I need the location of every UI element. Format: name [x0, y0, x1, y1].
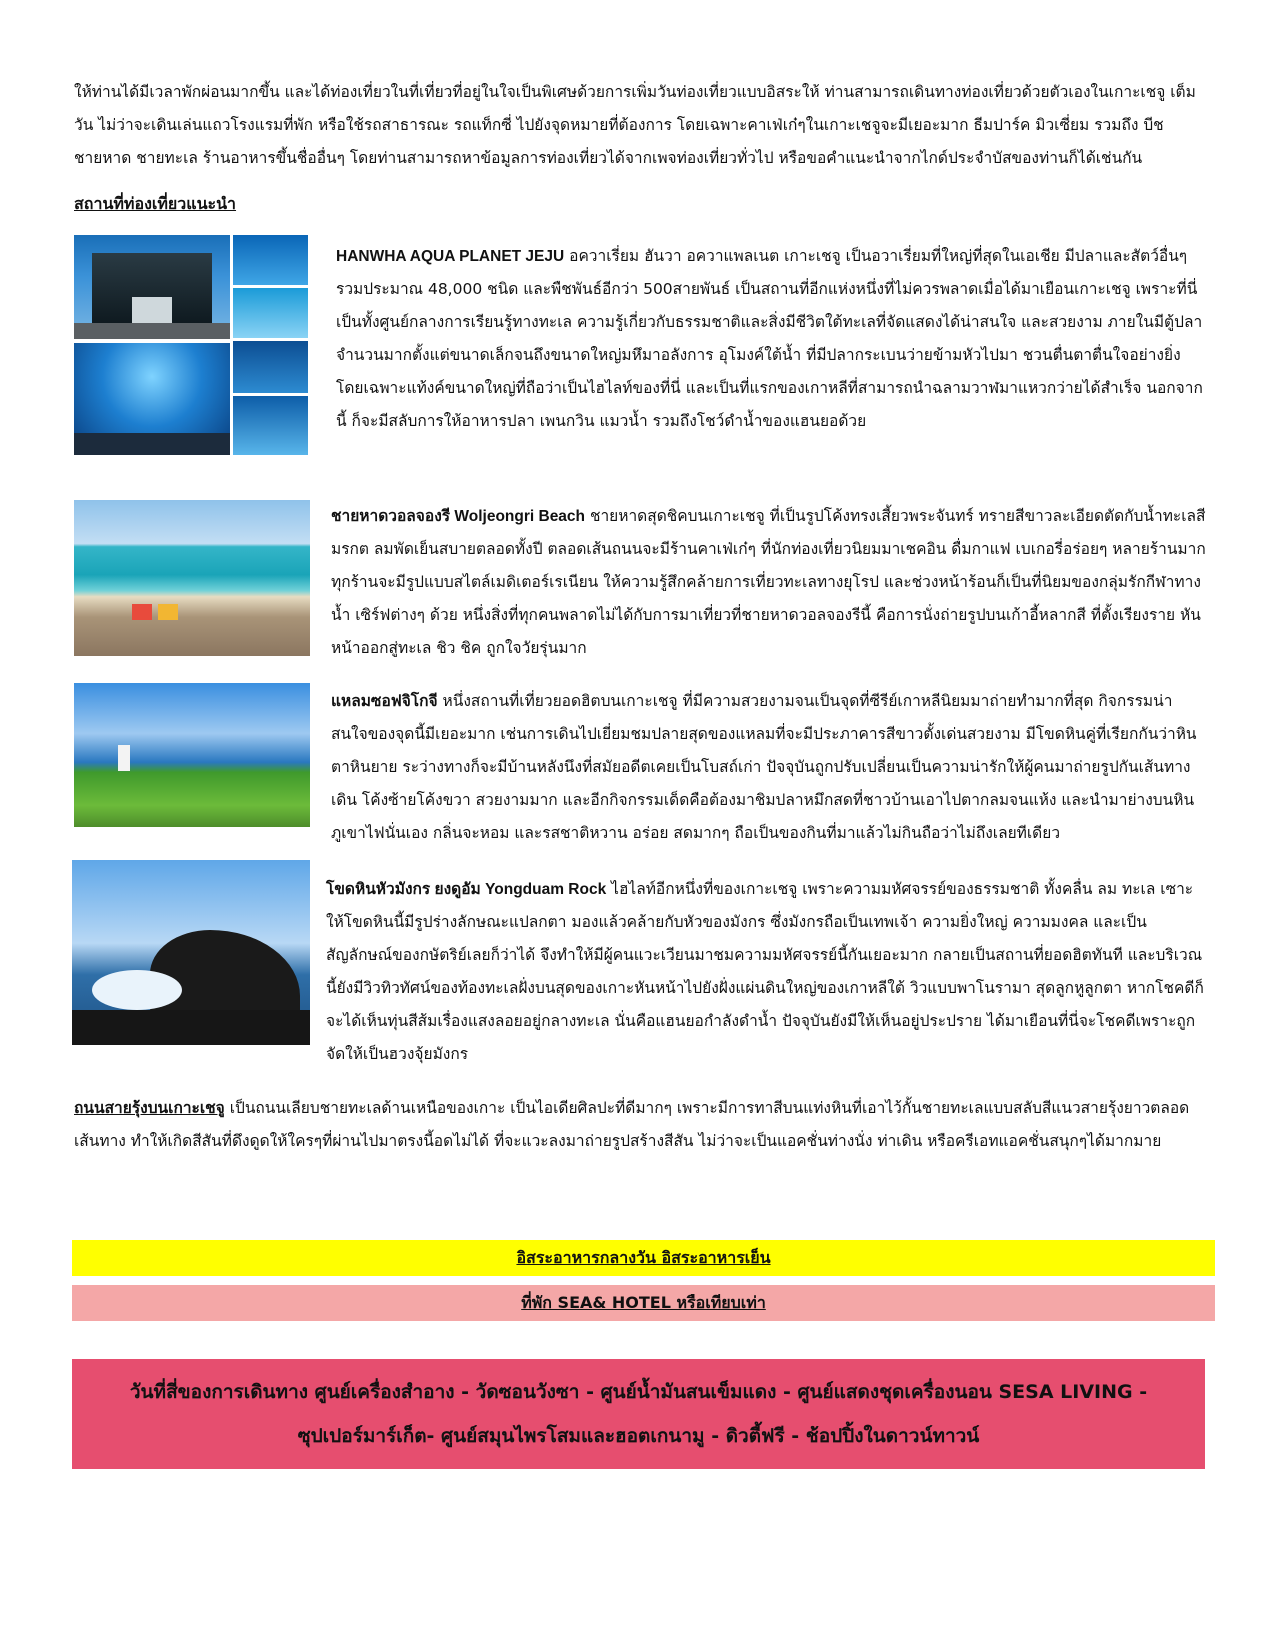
cape-text: หนึ่งสถานที่เที่ยวยอดฮิตบนเกาะเชจู ที่มีความสวยงามจนเป็นจุดที่ซีรีย์เกาหลีนิยมมาถ่ายทำมากที่สุด กิจกรรมน่าสนใจของจุดนี้มีเยอะมาก เช่นการเดินไปเยี่ยมชมปลายสุดของแหลมที่จะมีประภาคารสีขาวตั้งเด่นสวยงาม มีโขดหินคู่ที่เรียกกันว่าหินตาหินยาย ระว่างทางก็จะมีบ้านหลังนึงที่สมัยอดีตเคยเป็นโบสถ์เก่า ปัจจุบันถูกปรับเปลี่ยนเป็นความน่ารักให้ผู้คนมาถ่ายรูปกันเส้นทางเดิน โค้งซ้ายโค้งขวา สวยงามมาก และอีกกิจกรรมเด็ดคือต้องมาชิมปลาหมึกสดที่ชาวบ้านเอาไปตากลมจนแห้ง และนำมาย่างบนหินภูเขาไฟนั่นเอง กลิ่นจะหอม และรสชาติหวาน อร่อย สดมากๆ ถือเป็นของกินที่มาแล้วไม่กินถือว่าไม่ถึงเลยทีเดียว: [331, 692, 1197, 842]
beach-title: ชายหาดวอลจองรี Woljeongri Beach: [331, 508, 586, 525]
aqua-planet-tank-image: [74, 343, 230, 455]
aqua-turtle-image: [233, 396, 308, 455]
cape-title: แหลมซอฟจิโกจี: [331, 693, 438, 710]
aqua-planet-building-image: [74, 235, 230, 339]
beach-text: ชายหาดสุดชิคบนเกาะเชจู ที่เป็นรูปโค้งทรงเสี้ยวพระจันทร์ ทรายสีขาวละเอียดตัดกับน้ำทะเลสีมรกต ลมพัดเย็นสบายตลอดทั้งปี ตลอดเส้นถนนจะมีร้านคาเฟ่เก๋ๆ ที่นักท่องเที่ยวนิยมมาเชคอิน ดื่มกาแฟ เบเกอรี่อร่อยๆ หลายร้านมาก ทุกร้านจะมีรูปแบบสไตล์เมดิเตอร์เรเนียน ให้ความรู้สึกคล้ายการเที่ยวทะเลทางยุโรป และช่วงหน้าร้อนก็เป็นที่นิยมของกลุ่มรักกีฬาทางน้ำ เซิร์ฟต่างๆ ด้วย หนึ่งสิ่งที่ทุกคนพลาดไม่ได้กับการมาเที่ยวที่ชายหาดวอลจองรีนี้ คือการนั่งถ่ายรูปบนเก้าอี้หลากสี ที่ตั้งเรียงราย หันหน้าออกสู่ทะเล ชิว ชิค ถูกใจวัยรุ่นมาก: [331, 507, 1206, 657]
cape-description: [331, 685, 1209, 850]
aqua-planet-title: HANWHA AQUA PLANET JEJU: [336, 248, 565, 265]
aqua-dolphin-image: [233, 235, 308, 285]
day4-itinerary-box: [72, 1359, 1205, 1469]
rock-description: [326, 873, 1210, 1071]
aqua-planet-description: [336, 240, 1208, 438]
rainbow-road-title: ถนนสายรุ้งบนเกาะเชจู: [74, 1099, 225, 1117]
rainbow-road-text: เป็นถนนเลียบชายทะเลด้านเหนือของเกาะ เป็นไอเดียศิลปะที่ดีมากๆ เพราะมีการทาสีบนแท่งหินที่เอาไว้กั้นชายทะเลแบบสลับสีแนวสายรุ้งยาวตลอดเส้นทาง ทำให้เกิดสีสันที่ดึงดูดให้ใครๆที่ผ่านไปมาตรงนี้อดไม่ได้ ที่จะแวะลงมาถ่ายรูปสร้างสีสัน ไม่ว่าจะเป็นแอคชั่นท่างนั่ง ท่าเดิน หรือครีเอทแอคชั่นสนุกๆได้มากมาย: [74, 1099, 1190, 1150]
rock-text: ไฮไลท์อีกหนึ่งที่ของเกาะเชจู เพราะความมหัศจรรย์ของธรรมชาติ ทั้งคลื่น ลม ทะเล เซาะให้โขดหินนี้มีรูปร่างลักษณะแปลกตา มองแล้วคล้ายกับหัวของมังกร ซึ่งมังกรถือเป็นเทพเจ้า ความยิ่งใหญ่ ความมงคล และเป็นสัญลักษณ์ของกษัตริย์เลยก็ว่าได้ จึงทำให้มีผู้คนแวะเวียนมาชมความมหัศจรรย์นี้กันเยอะมาก กลายเป็นสถานที่ยอดฮิตทันที และบริเวณนี้ยังมีวิวทิวทัศน์ของท้องทะเลฝั่งบนสุดของเกาะหันหน้าไปยังฝั่งแผ่นดินใหญ่ของเกาหลีใต้ วิวแบบพาโนรามา สุดลูกหูลูกตา หากโชคดีก็จะได้เห็นทุ่นสีส้มเรื่องแสงลอยอยู่กลางทะเล นั่นคือแฮนยอกำลังดำน้ำ ปัจจุบันยังมีให้เห็นอยู่ประปราย ได้มาเยือนที่นี่จะโชคดีเพราะถูกจัดให้เป็นฮวงจุ้ยมังกร: [326, 880, 1204, 1063]
beach-description: [331, 500, 1209, 665]
day4-line2: ซุปเปอร์มาร์เก็ต- ศูนย์สมุนไพรโสมและฮอตเกนามู - ดิวตี้ฟรี - ช้อปปิ้งในดาวน์ทาวน์: [297, 1425, 980, 1447]
hotel-text: ที่พัก SEA& HOTEL หรือเทียบเท่า: [521, 1293, 766, 1312]
rock-title: โขดหินหัวมังกร ยงดูอัม Yongduam Rock: [326, 881, 607, 898]
aqua-diver-image: [233, 288, 308, 338]
yongduam-rock-image: [72, 860, 310, 1045]
day4-line1: วันที่สี่ของการเดินทาง ศูนย์เครื่องสำอาง - วัดซอนวังซา - ศูนย์น้ำมันสนเข็มแดง - ศูนย์แสดงชุดเครื่องนอน SESA LIVING -: [129, 1381, 1148, 1403]
aqua-diver-show-image: [233, 341, 308, 393]
hotel-bar: [72, 1285, 1215, 1321]
section-heading: สถานที่ท่องเที่ยวแนะนำ: [74, 194, 237, 213]
woljeongri-beach-image: [74, 500, 310, 656]
meals-bar: [72, 1240, 1215, 1276]
rainbow-road-description: [74, 1092, 1210, 1158]
aqua-planet-text: อควาเรี่ยม ฮันวา อควาแพลเนต เกาะเชจู เป็นอวาเรี่ยมที่ใหญ่ที่สุดในเอเชีย มีปลาและสัตว์อื่นๆรวมประมาณ 48,000 ชนิด และพืชพันธ์อีกว่า 500สายพันธ์ เป็นสถานที่อีกแห่งหนึ่งที่ไม่ควรพลาดเมื่อได้มาเยือนเกาะเชจู เพราะที่นี่เป็นทั้งศูนย์กลางการเรียนรู้ทางทะเล ความรู้เกี่ยวกับธรรมชาติและสิ่งมีชีวิตใต้ทะเลที่จัดแสดงได้น่าสนใจ และสวยงาม ภายในมีตู้ปลาจำนวนมากตั้งแต่ขนาดเล็กจนถึงขนาดใหญ่มหึมาอลังการ อุโมงค์ใต้น้ำ ที่มีปลากระเบนว่ายข้ามหัวไปมา ชวนตื่นตาตื่นใจอย่างยิ่ง โดยเฉพาะแท้งค์ขนาดใหญ่ที่ถือว่าเป็นไฮไลท์ของที่นี่ และเป็นที่แรกของเกาหลีที่สามารถนำฉลามวาฬมาแหวกว่ายได้สำเร็จ นอกจากนี้ ก็จะมีสลับการให้อาหารปลา เพนกวิน แมวน้ำ รวมถึงโชว์ดำน้ำของแฮนยอด้วย: [336, 247, 1203, 430]
meals-text: อิสระอาหารกลางวัน อิสระอาหารเย็น: [516, 1248, 771, 1267]
intro-paragraph: ให้ท่านได้มีเวลาพักผ่อนมากขึ้น และได้ท่องเที่ยวในที่เที่ยวที่อยู่ในใจเป็นพิเศษด้วยการเพิ่มวันท่องเที่ยวแบบอิสระให้ ท่านสามารถเดินทางท่องเที่ยวด้วยตัวเองในเกาะเชจู เต็มวัน ไม่ว่าจะเดินเล่นแถวโรงแรมที่พัก หรือใช้รถสาธารณะ รถแท็กซี่ ไปยังจุดหมายที่ต้องการ โดยเฉพาะคาเฟ่เก๋ๆในเกาะเชจูจะมีเยอะมาก ธีมปาร์ค มิวเซี่ยม รวมถึง บีช ชายหาด ชายทะเล ร้านอาหารขึ้นชื่ออื่นๆ โดยท่านสามารถหาข้อมูลการท่องเที่ยวได้จากเพจท่องเที่ยวทั่วไป หรือขอคำแนะนำจากไกด์ประจำบัสของท่านก็ได้เช่นกัน: [74, 83, 1196, 167]
seopjikoji-cape-image: [74, 683, 310, 827]
